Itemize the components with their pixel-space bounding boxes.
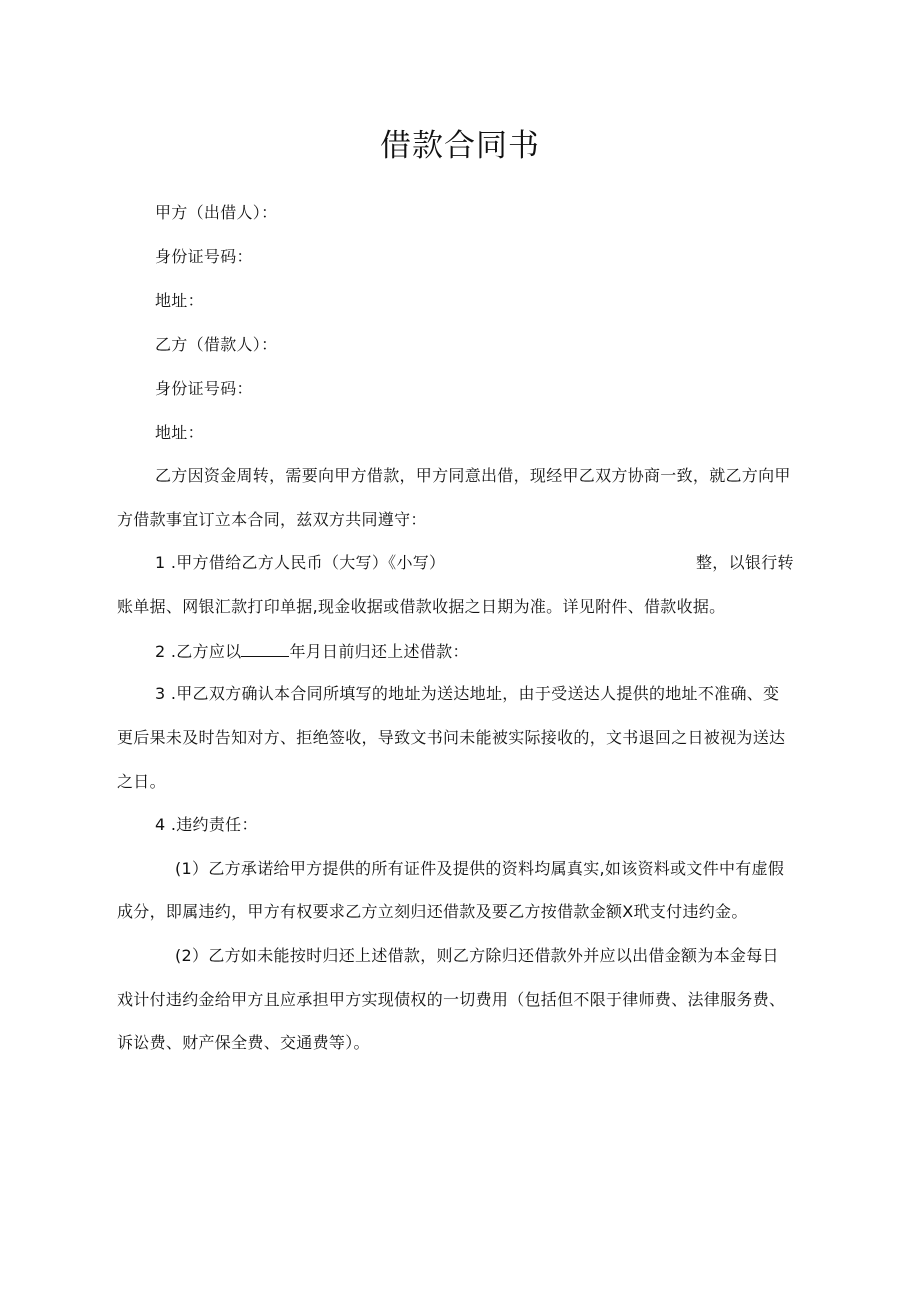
- repayment-date-blank[interactable]: [241, 640, 289, 657]
- clause-4-2-line-2: 戏计付违约金给甲方且应承担甲方实现债权的一切费用（包括但不限于律师费、法律服务费、: [117, 990, 786, 1009]
- party-a-address-label: 地址：: [155, 291, 204, 310]
- clause-3-line-2: 更后果未及时告知对方、拒绝签收，导致文书问未能被实际接收的，文书退回之日被视为送达: [117, 728, 786, 747]
- clause-3-line-3: 之日。: [117, 772, 166, 791]
- clause-1-part-2: 整，以银行转: [696, 553, 794, 572]
- clause-4-1-line-1: (1）乙方承诺给甲方提供的所有证件及提供的资料均属真实,如该资料或文件中有虚假: [175, 859, 785, 878]
- clause-4-title: 4 .违约责任：: [155, 815, 258, 834]
- clause-4-1-line-2: 成分，即属违约，甲方有权要求乙方立刻归还借款及要乙方按借款金额X玳支付违约金。: [117, 902, 748, 921]
- clause-3-line-1: 3 .甲乙双方确认本合同所填写的地址为送达地址，由于受送达人提供的地址不准确、变: [155, 684, 780, 703]
- clause-1-line-2: 账单据、网银汇款打印单据,现金收据或借款收据之日期为准。详见附件、借款收据。: [117, 597, 726, 616]
- party-b-label: 乙方（借款人）：: [155, 335, 278, 354]
- intro-line-1: 乙方因资金周转，需要向甲方借款，甲方同意出借，现经甲乙双方协商一致，就乙方向甲: [155, 466, 791, 485]
- party-b-address-label: 地址：: [155, 423, 204, 442]
- clause-4-2-line-3: 诉讼费、财产保全费、交通费等）。: [117, 1033, 370, 1052]
- clause-2: [155, 640, 469, 663]
- party-a-label: 甲方（出借人）：: [155, 203, 278, 222]
- party-a-id-label: 身份证号码：: [155, 247, 253, 266]
- clause-4-2-line-1: (2）乙方如未能按时归还上述借款，则乙方除归还借款外并应以出借金额为本金每日: [175, 946, 779, 965]
- clause-2-suffix: 年月日前归还上述借款：: [289, 642, 469, 661]
- document-title: 借款合同书: [380, 128, 540, 164]
- party-b-id-label: 身份证号码：: [155, 379, 253, 398]
- clause-2-prefix: 2 .乙方应以: [155, 642, 242, 661]
- intro-line-2: 方借款事宜订立本合同，兹双方共同遵守：: [117, 510, 427, 529]
- clause-1-part-1: 1 .甲方借给乙方人民币（大写）《小写）: [155, 553, 446, 572]
